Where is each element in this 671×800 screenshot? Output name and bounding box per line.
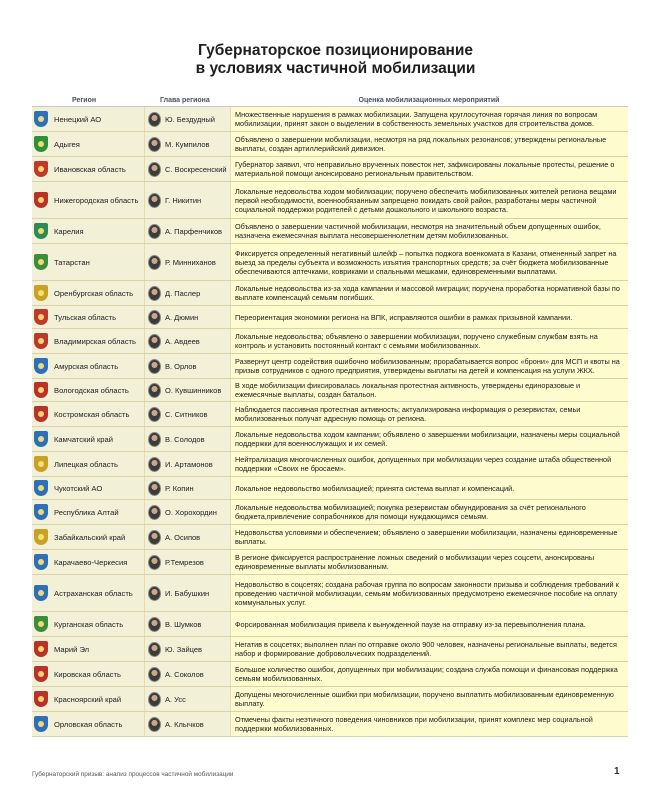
- governor-cell: [144, 427, 230, 451]
- governor-name: Д. Паслер: [165, 288, 201, 298]
- governor-name: В. Солодов: [165, 434, 205, 444]
- region-cell: [32, 281, 144, 305]
- evaluation-text: Большое количество ошибок, допущенных при мобилизации; создана служба помощи и финансовая поддержка семьям мобилизованных.: [235, 665, 618, 683]
- table-row: [32, 712, 628, 737]
- coat-of-arms-icon: [34, 529, 48, 545]
- region-name: Нижегородская область: [54, 195, 139, 205]
- evaluation-text: Форсированная мобилизация привела к вынужденной паузе на отправку из-за перевыполнения плана.: [235, 619, 586, 629]
- evaluation-text: Локальные недовольства ходом кампании; объявлено о завершении мобилизации, назначены меры социальной поддержки для военнослужащих и их семей.: [235, 430, 620, 448]
- region-cell: [32, 329, 144, 353]
- governor-cell: [144, 612, 230, 636]
- governor-portrait-icon: [148, 334, 161, 349]
- coat-of-arms-icon: [34, 666, 48, 682]
- evaluation-cell: [230, 107, 628, 131]
- evaluation-text: Локальное недовольство мобилизацией; принята система выплат и компенсаций.: [235, 483, 515, 493]
- page-footer: Губернаторский призыв: анализ процессов частичной мобилизации: [32, 771, 234, 778]
- governor-name: М. Кумпилов: [165, 139, 210, 149]
- governor-portrait-icon: [148, 112, 161, 127]
- region-cell: [32, 712, 144, 736]
- evaluation-cell: [230, 379, 628, 401]
- region-name: Владимирская область: [54, 336, 136, 346]
- evaluation-text: Негатив в соцсетях; выполнен план по отправке около 900 человек, назначены региональные выплаты, ведется набор и формирование добровольческих подразделений.: [235, 640, 617, 658]
- governor-name: И. Артамонов: [165, 459, 213, 469]
- region-cell: [32, 612, 144, 636]
- governor-name: В. Шумков: [165, 619, 202, 629]
- governor-portrait-icon: [148, 617, 161, 632]
- region-name: Тульская область: [54, 312, 117, 322]
- region-cell: [32, 550, 144, 574]
- governor-name: О. Кувшинников: [165, 385, 222, 395]
- evaluation-text: Нейтрализация многочисленных ошибок, допущенных при мобилизации через создание штаба общественной поддержки «Своих не бросаем».: [235, 455, 612, 473]
- table-row: [32, 402, 628, 427]
- governor-portrait-icon: [148, 505, 161, 520]
- governor-cell: [144, 687, 230, 711]
- region-cell: [32, 575, 144, 611]
- evaluation-cell: [230, 354, 628, 378]
- coat-of-arms-icon: [34, 333, 48, 349]
- table-row: [32, 329, 628, 354]
- governor-name: Р. Минниханов: [165, 257, 216, 267]
- governor-name: Г. Никитин: [165, 195, 202, 205]
- evaluation-cell: [230, 525, 628, 549]
- table-header: [32, 94, 628, 107]
- coat-of-arms-icon: [34, 716, 48, 732]
- table-row: [32, 637, 628, 662]
- evaluation-text: Развернут центр содействия ошибочно мобилизованным; прорабатывается вопрос «брони» для МСП и квоты на призыв сотрудников с одного предприятия, утверждены выплаты на детей и компенсация на услуги ЖКХ.: [235, 357, 620, 375]
- governor-cell: [144, 477, 230, 499]
- governor-portrait-icon: [148, 432, 161, 447]
- evaluation-cell: [230, 500, 628, 524]
- evaluation-text: Недовольства условиями и обеспечением; объявлено о завершении мобилизации, назначены единовременные выплаты.: [235, 528, 618, 546]
- evaluation-text: В регионе фиксируется распространение ложных сведений о мобилизации через соцсети, анонсированы единовременные выплаты мобилизованным.: [235, 553, 595, 571]
- table-row: [32, 612, 628, 637]
- table-row: [32, 354, 628, 379]
- evaluation-cell: [230, 329, 628, 353]
- coat-of-arms-icon: [34, 254, 48, 270]
- governor-cell: [144, 157, 230, 181]
- evaluation-text: Недовольство в соцсетях; создана рабочая группа по вопросам законности призыва и соблюдения требований к проведению частичной мобилизации, семьям мобилизованных предусмотрено ежемесячное пособие на оплату коммунальных услуг.: [235, 579, 619, 607]
- region-cell: [32, 477, 144, 499]
- governors-table: [32, 94, 628, 737]
- table-row: [32, 244, 628, 281]
- evaluation-cell: [230, 637, 628, 661]
- table-row: [32, 687, 628, 712]
- table-row: [32, 427, 628, 452]
- evaluation-text: Наблюдается пассивная протестная активность; актуализирована информация о резервистах, семьи мобилизованных получат адресную помощь от региона.: [235, 405, 581, 423]
- evaluation-cell: [230, 687, 628, 711]
- region-name: Забайкальский край: [54, 532, 126, 542]
- governor-cell: [144, 132, 230, 156]
- governor-portrait-icon: [148, 457, 161, 472]
- evaluation-cell: [230, 157, 628, 181]
- region-cell: [32, 402, 144, 426]
- governor-cell: [144, 182, 230, 218]
- governor-portrait-icon: [148, 530, 161, 545]
- region-cell: [32, 662, 144, 686]
- governor-portrait-icon: [148, 586, 161, 601]
- governor-name: Ю. Зайцев: [165, 644, 203, 654]
- governor-cell: [144, 452, 230, 476]
- region-name: Красноярский край: [54, 694, 122, 704]
- evaluation-text: Локальные недовольства мобилизацией; покупка резервистам обмундирования за счёт регионального бюджета,привлечение сопрабочников для помощи нуждающимся семьям.: [235, 503, 586, 521]
- region-cell: [32, 157, 144, 181]
- evaluation-cell: [230, 550, 628, 574]
- evaluation-text: Локальные недовольства из-за хода кампании и массовой миграции; поручена проработка нормативной базы по выплате компенсаций семьям погибших.: [235, 284, 620, 302]
- header-region: Регион: [72, 96, 97, 104]
- governor-portrait-icon: [148, 224, 161, 239]
- governor-cell: [144, 402, 230, 426]
- governor-name: А. Клычков: [165, 719, 204, 729]
- evaluation-text: Множественные нарушения в рамках мобилизации. Запущена круглосуточная горячая линия по вопросам мобилизации, принят закон о выделении в собственность земельных участков для строительства домов.: [235, 110, 598, 128]
- evaluation-text: Фиксируется определенный негативный шлейф – попытка поджога военкомата в Казани, отмененный запрет на выезд за пределы субъекта и возможность изъятия транспортных средств; за счёт бюджета мобилизованные обеспечиваются аптечками, ковриками и спальными мешками, единовременными выплатами.: [235, 248, 617, 276]
- region-name: Ивановская область: [54, 164, 126, 174]
- evaluation-cell: [230, 712, 628, 736]
- table-row: [32, 107, 628, 132]
- governor-cell: [144, 550, 230, 574]
- table-body: [32, 107, 628, 737]
- region-name: Чукотский АО: [54, 483, 103, 493]
- table-row: [32, 452, 628, 477]
- region-cell: [32, 452, 144, 476]
- coat-of-arms-icon: [34, 691, 48, 707]
- table-row: [32, 525, 628, 550]
- governor-portrait-icon: [148, 310, 161, 325]
- evaluation-text: Допущены многочисленные ошибки при мобилизации, поручено выплатить мобилизованным единовременную выплату.: [235, 690, 614, 708]
- coat-of-arms-icon: [34, 358, 48, 374]
- evaluation-text: Локальные недовольства; объявлено о завершении мобилизации, поручено служебным службам взять на контроль и установить постоянный контакт с семьями мобилизованных.: [235, 332, 598, 350]
- region-name: Кировская область: [54, 669, 121, 679]
- evaluation-cell: [230, 612, 628, 636]
- governor-name: Р. Копин: [165, 483, 194, 493]
- title-line-1: Губернаторское позиционирование: [197, 42, 474, 59]
- governor-cell: [144, 329, 230, 353]
- evaluation-cell: [230, 662, 628, 686]
- region-name: Марий Эл: [54, 644, 90, 654]
- coat-of-arms-icon: [34, 616, 48, 632]
- region-name: Вологодская область: [54, 385, 129, 395]
- coat-of-arms-icon: [34, 285, 48, 301]
- coat-of-arms-icon: [34, 161, 48, 177]
- region-cell: [32, 306, 144, 328]
- header-evaluation: Оценка мобилизационных мероприятий: [358, 96, 500, 104]
- governor-cell: [144, 379, 230, 401]
- evaluation-text: Переориентация экономики региона на ВПК, исправляются ошибки в рамках призывной кампании.: [235, 312, 573, 322]
- governor-name: А. Дюмин: [165, 312, 199, 322]
- evaluation-text: Отмечены факты неэтичного поведения чиновников при мобилизации, принят комплекс мер социальной поддержки мобилизованных.: [235, 715, 593, 733]
- governor-name: Ю. Бездудный: [165, 114, 215, 124]
- governor-cell: [144, 637, 230, 661]
- region-name: Карачаево-Черкесия: [54, 557, 128, 567]
- governor-name: А. Осипов: [165, 532, 201, 542]
- coat-of-arms-icon: [34, 192, 48, 208]
- region-name: Амурская область: [54, 361, 119, 371]
- region-name: Костромская область: [54, 409, 130, 419]
- evaluation-text: Локальные недовольства ходом мобилизации; поручено обеспечить мобилизованных жителей региона вещами первой необходимости, военнообязанным запрещено покидать свой район, разработаны меры частичной социальной поддержки родителей с детьми дошкольного и школьного возраста.: [235, 186, 617, 214]
- governor-name: И. Бабушкин: [165, 588, 210, 598]
- evaluation-cell: [230, 402, 628, 426]
- governor-name: С. Воскресенский: [165, 164, 227, 174]
- evaluation-text: Объявлено о завершении мобилизации, несмотря на ряд локальных резонансов; утверждены региональные выплаты, создан артиллерийский дивизион.: [235, 135, 607, 153]
- governor-portrait-icon: [148, 717, 161, 732]
- table-row: [32, 575, 628, 612]
- region-cell: [32, 132, 144, 156]
- table-row: [32, 379, 628, 402]
- governor-cell: [144, 712, 230, 736]
- governor-portrait-icon: [148, 286, 161, 301]
- table-row: [32, 157, 628, 182]
- evaluation-text: В ходе мобилизации фиксировалась локальная протестная активность, утверждены единоразовые и ежемесячные выплаты, создан батальон.: [235, 381, 581, 399]
- title-line-2: в условиях частичной мобилизации: [195, 60, 476, 77]
- evaluation-text: Объявлено о завершении частичной мобилизации, несмотря на значительный объем допущенных ошибок, назначена ежемесячная выплата несовершеннолетним детям мобилизованных.: [235, 222, 601, 240]
- coat-of-arms-icon: [34, 223, 48, 239]
- region-name: Республика Алтай: [54, 507, 119, 517]
- governor-name: А. Авдеев: [165, 336, 200, 346]
- region-cell: [32, 379, 144, 401]
- coat-of-arms-icon: [34, 431, 48, 447]
- region-name: Орловская область: [54, 719, 123, 729]
- table-row: [32, 132, 628, 157]
- governor-portrait-icon: [148, 555, 161, 570]
- region-cell: [32, 182, 144, 218]
- governor-portrait-icon: [148, 359, 161, 374]
- coat-of-arms-icon: [34, 111, 48, 127]
- region-cell: [32, 637, 144, 661]
- governor-portrait-icon: [148, 162, 161, 177]
- governor-portrait-icon: [148, 255, 161, 270]
- governor-name: Р.Темрезов: [165, 557, 204, 567]
- governor-cell: [144, 306, 230, 328]
- coat-of-arms-icon: [34, 309, 48, 325]
- governor-name: О. Хорохордин: [165, 507, 217, 517]
- governor-portrait-icon: [148, 383, 161, 398]
- governor-cell: [144, 107, 230, 131]
- evaluation-cell: [230, 281, 628, 305]
- governor-portrait-icon: [148, 407, 161, 422]
- governor-cell: [144, 219, 230, 243]
- region-cell: [32, 244, 144, 280]
- region-name: Татарстан: [54, 257, 90, 267]
- region-name: Астраханская область: [54, 588, 133, 598]
- governor-portrait-icon: [148, 193, 161, 208]
- governor-cell: [144, 500, 230, 524]
- region-cell: [32, 354, 144, 378]
- evaluation-cell: [230, 452, 628, 476]
- evaluation-cell: [230, 477, 628, 499]
- region-name: Курганская область: [54, 619, 124, 629]
- coat-of-arms-icon: [34, 480, 48, 496]
- evaluation-cell: [230, 427, 628, 451]
- region-name: Липецкая область: [54, 459, 118, 469]
- region-cell: [32, 687, 144, 711]
- governor-cell: [144, 244, 230, 280]
- governor-cell: [144, 525, 230, 549]
- region-name: Карелия: [54, 226, 84, 236]
- table-row: [32, 550, 628, 575]
- evaluation-cell: [230, 244, 628, 280]
- coat-of-arms-icon: [34, 406, 48, 422]
- coat-of-arms-icon: [34, 554, 48, 570]
- governor-cell: [144, 354, 230, 378]
- governor-name: А. Парфенчиков: [165, 226, 223, 236]
- evaluation-cell: [230, 182, 628, 218]
- table-row: [32, 662, 628, 687]
- region-name: Ненецкий АО: [54, 114, 102, 124]
- evaluation-cell: [230, 306, 628, 328]
- governor-portrait-icon: [148, 137, 161, 152]
- coat-of-arms-icon: [34, 136, 48, 152]
- table-row: [32, 477, 628, 500]
- governor-cell: [144, 662, 230, 686]
- coat-of-arms-icon: [34, 456, 48, 472]
- governor-portrait-icon: [148, 481, 161, 496]
- evaluation-cell: [230, 219, 628, 243]
- page-number: 1: [614, 766, 620, 777]
- region-name: Оренбургская область: [54, 288, 134, 298]
- governor-cell: [144, 575, 230, 611]
- governor-name: В. Орлов: [165, 361, 197, 371]
- table-row: [32, 281, 628, 306]
- governor-cell: [144, 281, 230, 305]
- region-cell: [32, 500, 144, 524]
- governor-portrait-icon: [148, 642, 161, 657]
- coat-of-arms-icon: [34, 585, 48, 601]
- governor-portrait-icon: [148, 667, 161, 682]
- region-cell: [32, 525, 144, 549]
- table-row: [32, 219, 628, 244]
- region-cell: [32, 107, 144, 131]
- header-governor: Глава региона: [160, 96, 210, 104]
- coat-of-arms-icon: [34, 504, 48, 520]
- coat-of-arms-icon: [34, 382, 48, 398]
- region-name: Камчатский край: [54, 434, 113, 444]
- coat-of-arms-icon: [34, 641, 48, 657]
- region-cell: [32, 219, 144, 243]
- evaluation-cell: [230, 132, 628, 156]
- page-title: [0, 42, 671, 78]
- table-row: [32, 306, 628, 329]
- evaluation-cell: [230, 575, 628, 611]
- region-cell: [32, 427, 144, 451]
- governor-portrait-icon: [148, 692, 161, 707]
- evaluation-text: Губернатор заявил, что неправильно врученных повесток нет, зафиксированы локальные протесты, решение о материальной помощи анонсировано региональным правительством.: [235, 160, 615, 178]
- table-row: [32, 500, 628, 525]
- table-row: [32, 182, 628, 219]
- governor-name: А. Усс: [165, 694, 186, 704]
- governor-name: А. Соколов: [165, 669, 204, 679]
- region-name: Адыгея: [54, 139, 80, 149]
- governor-name: С. Ситников: [165, 409, 208, 419]
